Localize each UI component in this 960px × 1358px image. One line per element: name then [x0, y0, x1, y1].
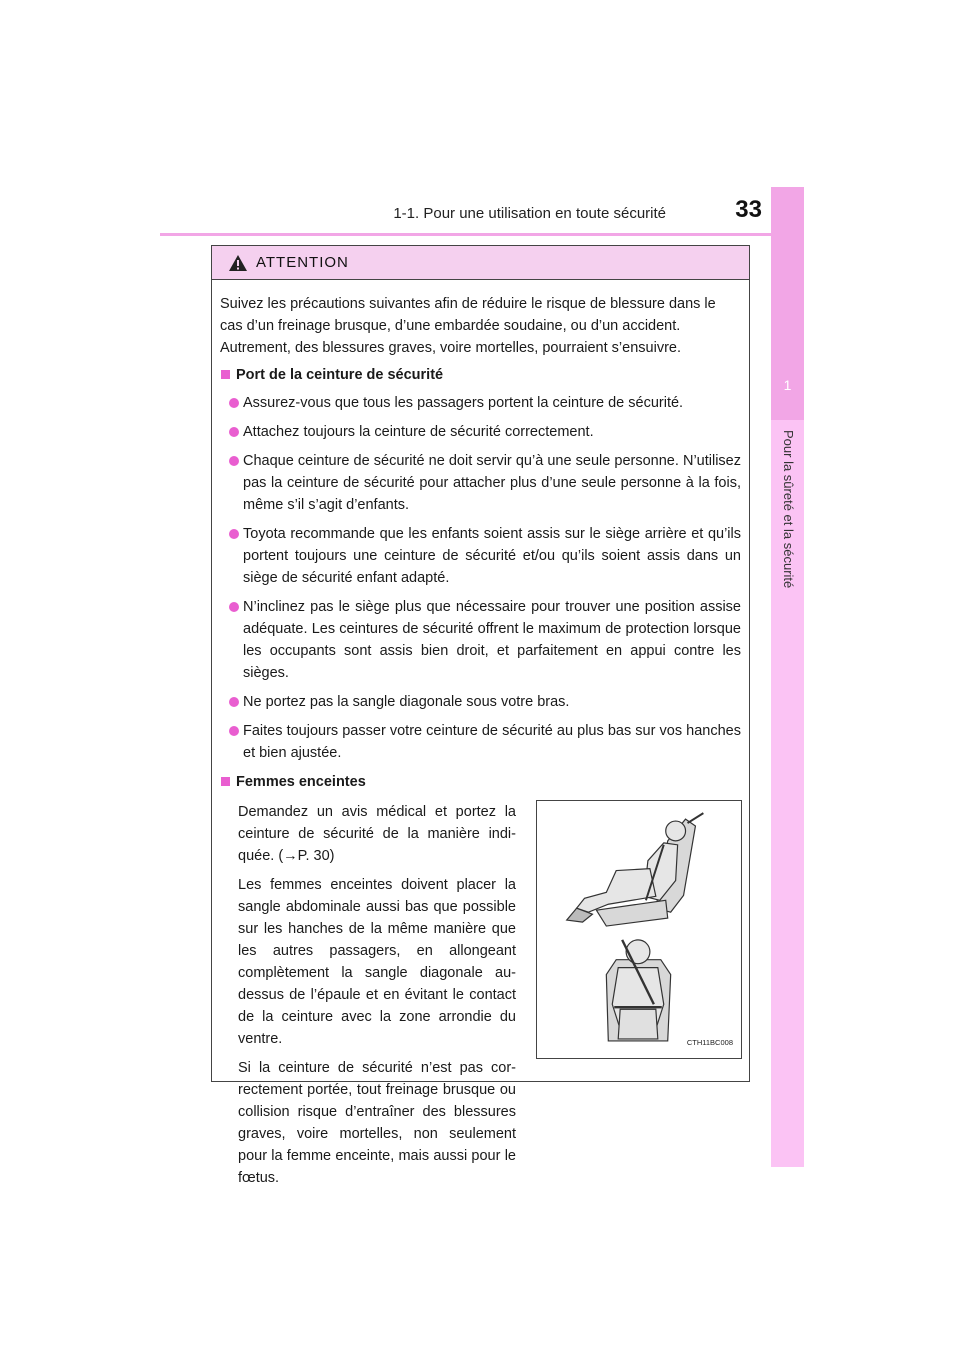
bullet-dot-icon [229, 456, 239, 466]
list-item-text: Chaque ceinture de sécurité ne doit servir qu’à une seule personne. N’utilisez pas la ceinture de sécurité pour attacher plus d’une seule personne à la fois, même s’il s’agit d’enfants. [243, 453, 741, 513]
list-item [220, 450, 741, 516]
attention-title: ATTENTION [256, 254, 349, 271]
paragraph: Demandez un avis médical et portez la ceinture de sécurité de la manière indiquée. (→P. 30) [238, 804, 516, 864]
bullet-dot-icon [229, 529, 239, 539]
list-item-text: Ne portez pas la sangle diagonale sous votre bras. [243, 694, 570, 710]
list-item-text: Faites toujours passer votre ceinture de sécurité au plus bas sur vos hanches et bien ajustée. [243, 723, 741, 761]
list-item-text: N’inclinez pas le siège plus que nécessaire pour trouver une position assise adéquate. Les ceintures de sécurité offrent le maximum de protection lorsque les occupants sont assis bien droit, et parfaitement en appui contre les sièges. [243, 599, 741, 681]
section-heading-seatbelt [220, 364, 741, 386]
seatbelt-drawing [537, 801, 741, 1058]
pregnant-women-text [238, 801, 516, 1196]
list-item [220, 523, 741, 589]
list-item [220, 720, 741, 764]
pregnant-women-section [220, 799, 741, 1186]
square-bullet-icon [221, 777, 230, 786]
list-item-text: Toyota recommande que les enfants soient assis sur le siège arrière et qu’ils portent toujours une ceinture de sécurité et/ou qu’ils soient assis dans un siège de sécurité enfant adapté. [243, 526, 741, 586]
list-item [220, 596, 741, 684]
figure-code: CTH11BC008 [686, 1038, 733, 1047]
bullet-dot-icon [229, 602, 239, 612]
chapter-label: Pour la sûreté et la sécurité [781, 430, 796, 589]
list-item-text: Attachez toujours la ceinture de sécurité correctement. [243, 424, 594, 440]
attention-header [212, 246, 749, 280]
section-heading-text: Femmes enceintes [236, 774, 366, 790]
paragraph: Si la ceinture de sécurité n’est pas correctement portée, tout freinage brusque ou collision risque d’entraîner des blessures graves, voire mortelles, non seulement pour la femme enceinte, mais aussi pour le fœtus. [238, 1060, 516, 1186]
section-heading-text: Port de la ceinture de sécurité [236, 367, 444, 383]
bullet-dot-icon [229, 427, 239, 437]
paragraph: Les femmes enceintes doivent placer la sangle abdominale aussi bas que possible sur les hanches de la même manière que les autres passagers, en allongeant complètement la sangle diagonale au-dessus de l’épaule et en évitant le contact de la ceinture avec la zone arrondie du ventre. [238, 877, 516, 1047]
front-view [606, 940, 670, 1041]
bullet-dot-icon [229, 726, 239, 736]
section-heading-pregnant [220, 771, 741, 793]
list-item [220, 392, 741, 414]
header-divider [160, 233, 802, 236]
list-item-text: Assurez-vous que tous les passagers portent la ceinture de sécurité. [243, 395, 684, 411]
bullet-dot-icon [229, 697, 239, 707]
square-bullet-icon [221, 370, 230, 379]
attention-intro: Suivez les précautions suivantes afin de réduire le risque de blessure dans le cas d’un freinage brusque, d’une embardée soudaine, ou d’un accident. Autrement, des blessures graves, voire mortelles, pourraient s’ensuivre. [220, 296, 716, 356]
list-item [220, 691, 741, 713]
page-number: 33 [735, 196, 762, 223]
chapter-number: 1 [783, 377, 792, 393]
section-header: 1-1. Pour une utilisation en toute sécurité [393, 205, 666, 222]
seatbelt-bullet-list [220, 392, 741, 764]
attention-box [211, 245, 750, 1186]
pregnant-seatbelt-illustration [536, 800, 742, 1059]
attention-body [212, 280, 749, 1186]
list-item [220, 421, 741, 443]
bullet-dot-icon [229, 398, 239, 408]
warning-icon [228, 254, 248, 272]
